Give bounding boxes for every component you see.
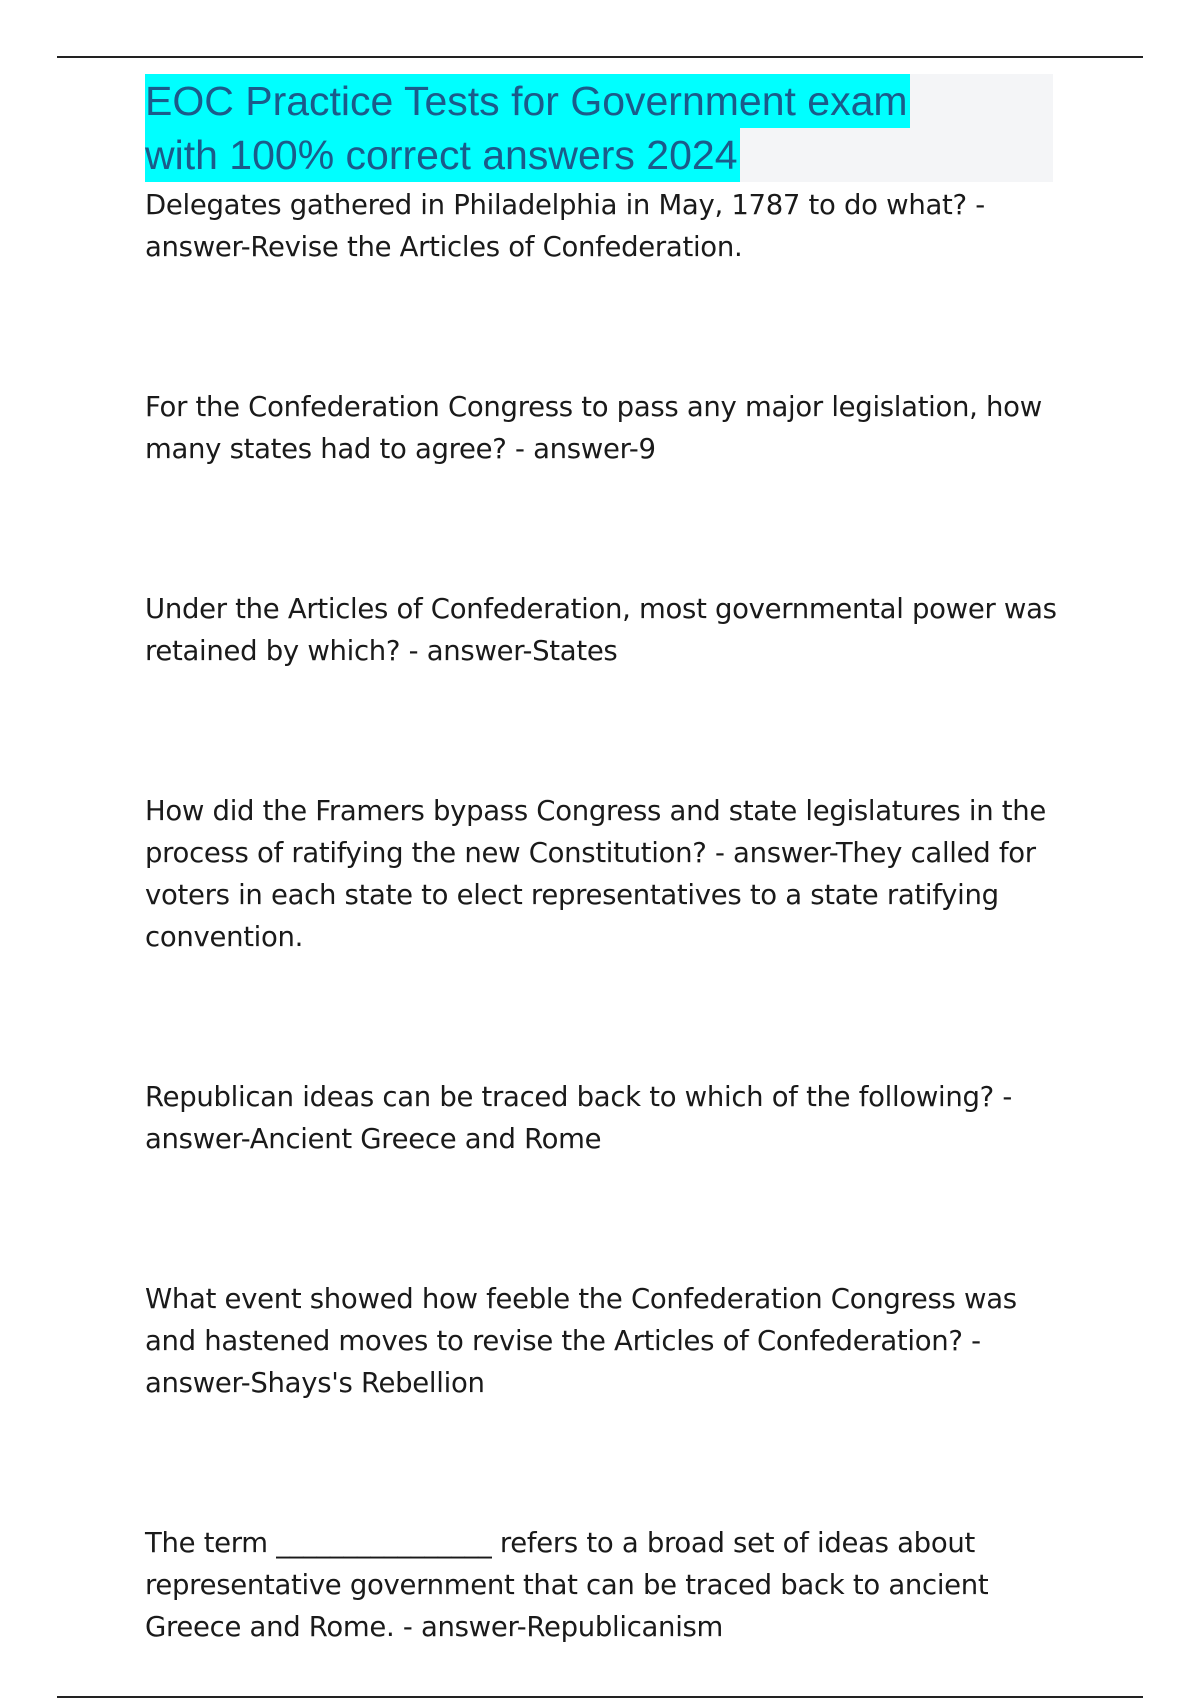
question-text: Republican ideas can be traced back to which of the following? — [145, 1081, 994, 1113]
answer-text: Republicanism — [526, 1611, 724, 1643]
qa-item — [145, 386, 1065, 470]
answer-separator: - answer- — [706, 837, 836, 869]
qa-item — [145, 790, 1065, 958]
answer-text: Revise the Articles of Confederation. — [250, 231, 743, 263]
question-text: Under the Articles of Confederation, most governmental power was retained by which? — [145, 593, 1057, 667]
bottom-rule — [57, 1696, 1143, 1698]
answer-separator: - answer- — [145, 1325, 981, 1399]
answer-separator: - answer- — [506, 433, 639, 465]
question-text: How did the Framers bypass Congress and state legislatures in the process of ratifying the new Constitution? — [145, 795, 1047, 869]
answer-text: They called for voters in each state to elect representatives to a state ratifying convention. — [145, 837, 1036, 953]
qa-item — [145, 588, 1065, 672]
question-text: For the Confederation Congress to pass any major legislation, how many states had to agree? — [145, 391, 1042, 465]
answer-separator: - answer- — [400, 635, 533, 667]
answer-text: 9 — [638, 433, 656, 465]
answer-separator: - answer- — [394, 1611, 527, 1643]
document-title — [145, 74, 1053, 182]
qa-item — [145, 1076, 1065, 1160]
title-block — [145, 74, 1053, 182]
qa-item — [145, 184, 1065, 268]
top-rule — [57, 56, 1143, 58]
answer-separator: - answer- — [145, 1081, 1013, 1155]
answer-text: Ancient Greece and Rome — [249, 1123, 602, 1155]
qa-list — [145, 184, 1065, 1700]
title-line-1: EOC Practice Tests for Government exam — [145, 74, 910, 128]
answer-text: Shays's Rebellion — [250, 1367, 485, 1399]
qa-item — [145, 1278, 1065, 1404]
question-text: Delegates gathered in Philadelphia in May, 1787 to do what? — [145, 189, 967, 221]
answer-separator: - answer- — [145, 189, 985, 263]
question-text: What event showed how feeble the Confederation Congress was and hastened moves to revise the Articles of Confederation? — [145, 1283, 1017, 1357]
question-text: The term ________________ refers to a broad set of ideas about representative government that can be traced back to ancient Greece and Rome. — [145, 1527, 989, 1643]
title-line-2: with 100% correct answers 2024 — [145, 128, 740, 182]
answer-text: States — [532, 635, 618, 667]
qa-item — [145, 1522, 1065, 1648]
